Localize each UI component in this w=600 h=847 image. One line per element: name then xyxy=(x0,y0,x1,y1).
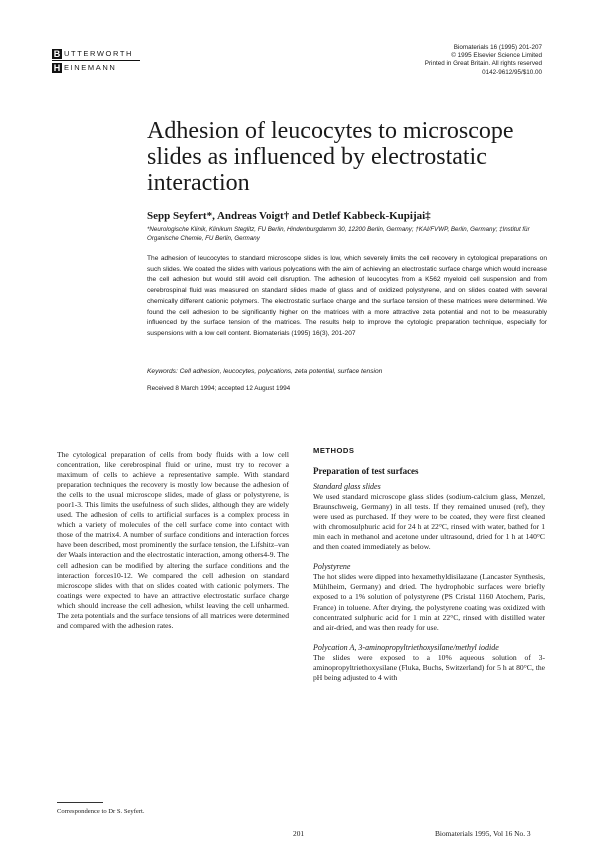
paper-title: Adhesion of leucocytes to microscope slides as influenced by electrostatic interaction xyxy=(147,118,514,196)
preparation-subheading: Preparation of test surfaces xyxy=(313,466,419,477)
journal-citation: Biomaterials 16 (1995) 201-207 xyxy=(453,44,542,51)
logo-letter-h: H xyxy=(53,62,61,73)
polystyrene-text: The hot slides were dipped into hexamethyldisilazane (Lancaster Synthesis, Mühlheim, Germany) and dried. The hydrophobic surfaces were briefly exposed to a 1% solution of polystyrene (PS Cristal 1160 Atochem, Paris, France) in toluene. After drying, the polystyrene coating was oxidized with concentrated sulphuric acid for 1 min at 22°C, rinsed with distilled water and air-dried, and was then ready for use. xyxy=(313,572,545,632)
correspondence-footnote: Correspondence to Dr S. Seyfert. xyxy=(57,808,145,815)
printed-line: Printed in Great Britain. All rights reserved xyxy=(424,60,542,68)
publisher-logo xyxy=(52,48,142,73)
polycation-a-text: The slides were exposed to a 10% aqueous solution of 3-aminopropyltriethoxysilane (Fluka, Buchs, Switzerland) for 5 h at 80°C, the pH being adjusted to 4 with xyxy=(313,652,545,682)
polystyrene-title: Polystyrene xyxy=(313,562,351,572)
glass-slides-text: We used standard microscope glass slides (sodium-calcium glass, Menzel, Braunschweig, Germany) in all tests. If they remained unused (ref), they were used as purchased. If they were to be coated, they were first cleaned with chromosulphuric acid for 24 h at 22°C, rinsed with water, bathed for 1 min each in methanol and acetone under ultrasound, dried for 1 h at 140°C and then coated immediately as below. xyxy=(313,492,545,552)
copyright-line: © 1995 Elsevier Science Limited xyxy=(451,52,542,60)
page-number: 201 xyxy=(293,829,305,838)
logo-word-top: UTTERWORTH xyxy=(64,48,134,58)
author-list: Sepp Seyfert*, Andreas Voigt† and Detlef Kabbeck-Kupijai‡ xyxy=(147,210,431,222)
abstract: The adhesion of leucocytes to standard microscope slides is low, which severely limits the cell recovery in cytological preparations on such slides. We coated the slides with various polycations with the aim of achieving an electrostatic surface charge which would increase the cell adhesion but would still avoid cell disruption. The adhesion of leucocytes from a K562 myeloid cell suspension and from cerebrospinal fluid was measured on standard slides made of glass and of oxidized polystyrene, and on slides coated with several chemically different cationic polymers. The electrostatic surface charge and the surface tension of these matrices were determined. We found the cell adhesion to be significantly higher on the matrices with a more attractive zeta potential and not to be measurably influenced by the surface tension of the matrices. The results help to improve the cytologic preparation technique, especially for suspensions with a low cell content. Biomaterials (1995) 16(3), 201-207 xyxy=(147,255,547,337)
glass-slides-title: Standard glass slides xyxy=(313,482,381,492)
methods-heading: METHODS xyxy=(313,446,355,455)
introduction-text: The cytological preparation of cells from body fluids with a low cell concentration, like cerebrospinal fluid or urine, must try to recover a maximum of cells to achieve a representative sample. With standard preparation techniques the recovery is mostly low because the adhesion of the cells to the usual microscope slides, made of glass or polystyrene, is poor1-3. This limits the usefulness of such slides, although they are widely used. The adhesion of cells to artificial surfaces is a complex process in which a variety of molecules of the cell surface come into contact with those of the matrix4. A number of surface conditions and interaction forces have been described, most prominently the surface tension, the Lifshitz–van der Waals interaction and the electrostatic interaction, among others4-9. The cell adhesion can be modified by altering the surface conditions and the interaction forces10-12. We compared the cell adhesion on standard microscope slides with that on slides coated with cationic polymers. The coatings were expected to have an attractive electrostatic surface charge which should increase the cell adhesion, whilst leaving the cell unharmed. The zeta potentials and the surface tensions of all matrices were determined and compared with the adhesion rates. xyxy=(57,450,289,630)
received-dates: Received 8 March 1994; accepted 12 August 1994 xyxy=(147,385,291,392)
issn-line: 0142-9612/95/$10.00 xyxy=(482,68,542,76)
footnote-divider xyxy=(57,802,103,803)
logo-divider xyxy=(52,60,140,61)
affiliations: *Neurologische Klinik, Klinikum Steglitz, FU Berlin, Hindenburgdamm 30, 12200 Berlin, Germany; †KAI/FVWP, Berlin, Germany; ‡Institut für Organische Chemie, FU Berlin, Germany xyxy=(147,226,530,242)
logo-letter-b: B xyxy=(53,48,61,59)
logo-word-bottom: EINEMANN xyxy=(64,62,117,72)
journal-meta xyxy=(425,44,542,77)
keywords: Keywords: Cell adhesion, leucocytes, polycations, zeta potential, surface tension xyxy=(147,368,383,375)
journal-footer: Biomaterials 1995, Vol 16 No. 3 xyxy=(435,829,531,838)
polycation-a-title: Polycation A, 3-aminopropyltriethoxysilane/methyl iodide xyxy=(313,642,499,652)
methods-section xyxy=(313,446,545,693)
